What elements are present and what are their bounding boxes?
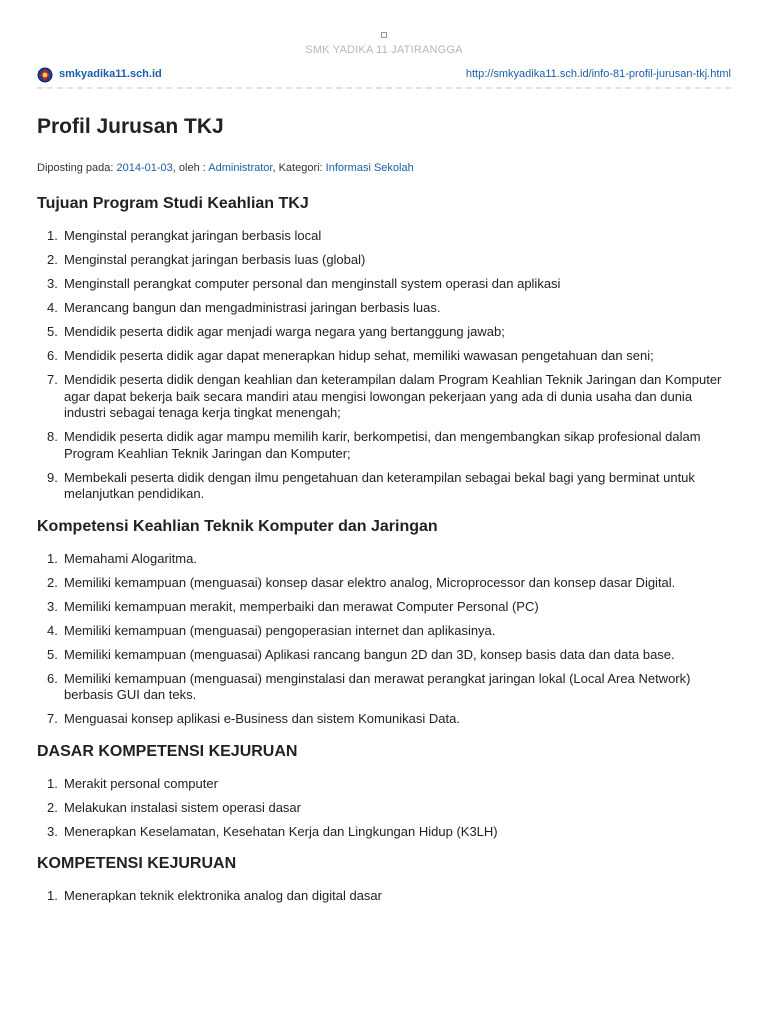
list-item-text: Menguasai konsep aplikasi e-Business dan sistem Komunikasi Data.: [64, 711, 460, 726]
list-item: [37, 647, 727, 664]
list-number: 4.: [47, 622, 58, 638]
list-item: [37, 470, 727, 503]
list-item: [37, 599, 727, 616]
list-item: [37, 800, 727, 817]
list-item: [37, 551, 727, 568]
list-number: 2.: [47, 799, 58, 815]
list-item-text: Menginstal perangkat jaringan berbasis luas (global): [64, 252, 366, 267]
list-item-text: Memiliki kemampuan (menguasai) menginstalasi dan merawat perangkat jaringan lokal (Local Area Network) berbasis GUI dan teks.: [64, 670, 691, 702]
site-domain-link[interactable]: smkyadika11.sch.id: [59, 68, 162, 80]
list-number: 9.: [47, 469, 58, 485]
numbered-list: [37, 888, 727, 905]
list-number: 2.: [47, 574, 58, 590]
list-item: [37, 888, 727, 905]
list-number: 1.: [47, 228, 58, 243]
list-number: 7.: [47, 372, 58, 387]
numbered-list: [37, 776, 727, 841]
section-heading: DASAR KOMPETENSI KEJURUAN: [37, 742, 298, 760]
list-item-text: Memiliki kemampuan (menguasai) Aplikasi rancang bangun 2D dan 3D, konsep basis data dan data base.: [64, 646, 675, 662]
list-item-text: Merancang bangun dan mengadministrasi jaringan berbasis luas.: [64, 300, 441, 315]
list-item: [37, 324, 727, 341]
list-item: [37, 228, 727, 245]
list-item: [37, 348, 727, 365]
list-item-text: Melakukan instalasi sistem operasi dasar: [64, 799, 301, 815]
list-item-text: Memahami Alogaritma.: [64, 550, 197, 566]
list-number: 7.: [47, 711, 58, 726]
list-item: [37, 711, 727, 728]
list-item-text: Mendidik peserta didik agar mampu memilih karir, berkompetisi, dan mengembangkan sikap profesional dalam Program Keahlian Teknik Jaringan dan Komputer;: [64, 429, 701, 461]
url-bar: [37, 66, 731, 88]
list-item: [37, 252, 727, 269]
list-number: 3.: [47, 598, 58, 614]
post-meta: [37, 162, 414, 174]
author-link[interactable]: Administrator: [208, 162, 273, 174]
list-item-text: Menginstall perangkat computer personal dan menginstall system operasi dan aplikasi: [64, 276, 561, 291]
list-item: [37, 300, 727, 317]
list-number: 4.: [47, 300, 58, 315]
list-number: 8.: [47, 429, 58, 444]
list-number: 3.: [47, 276, 58, 291]
list-item-text: Mendidik peserta didik agar menjadi warga negara yang bertanggung jawab;: [64, 324, 505, 339]
list-number: 3.: [47, 823, 58, 839]
list-number: 5.: [47, 646, 58, 662]
article-content: [37, 194, 727, 912]
numbered-list: [37, 551, 727, 728]
list-item-text: Menginstal perangkat jaringan berbasis local: [64, 228, 322, 243]
list-number: 5.: [47, 324, 58, 339]
list-item-text: Memiliki kemampuan merakit, memperbaiki dan merawat Computer Personal (PC): [64, 598, 539, 614]
posted-label: Diposting pada:: [37, 162, 117, 174]
site-header: SMK YADIKA 11 JATIRANGGA: [305, 44, 463, 56]
list-number: 6.: [47, 348, 58, 363]
list-item-text: Menerapkan teknik elektronika analog dan digital dasar: [64, 888, 382, 903]
section-kompetensi-kejuruan: [37, 854, 727, 905]
section-kompetensi-keahlian: [37, 517, 727, 728]
list-item: [37, 575, 727, 592]
category-link[interactable]: Informasi Sekolah: [325, 162, 414, 174]
list-item: [37, 372, 727, 422]
section-heading: Kompetensi Keahlian Teknik Komputer dan Jaringan: [37, 517, 438, 535]
list-item-text: Memiliki kemampuan (menguasai) pengoperasian internet dan aplikasinya.: [64, 622, 496, 638]
list-item: [37, 276, 727, 293]
list-item: [37, 776, 727, 793]
list-number: 1.: [47, 888, 58, 903]
list-number: 2.: [47, 252, 58, 267]
square-marker-icon: [381, 32, 387, 38]
page-url-link[interactable]: http://smkyadika11.sch.id/info-81-profil-jurusan-tkj.html: [465, 68, 731, 80]
list-item-text: Mendidik peserta didik agar dapat menerapkan hidup sehat, memiliki wawasan pengetahuan dan seni;: [64, 348, 654, 363]
list-item: [37, 824, 727, 841]
section-tujuan: [37, 194, 727, 503]
post-date-link[interactable]: 2014-01-03: [116, 162, 173, 174]
page-title: Profil Jurusan TKJ: [37, 115, 224, 138]
list-item: [37, 671, 727, 704]
list-item-text: Membekali peserta didik dengan ilmu pengetahuan dan keterampilan sebagai bekal bagi yang berminat untuk melanjutkan pendidikan.: [64, 469, 695, 501]
list-item-text: Menerapkan Keselamatan, Kesehatan Kerja dan Lingkungan Hidup (K3LH): [64, 823, 498, 839]
category-label: , Kategori:: [272, 162, 326, 174]
dashed-divider: [37, 87, 731, 89]
list-item: [37, 429, 727, 462]
section-heading: KOMPETENSI KEJURUAN: [37, 855, 237, 872]
list-item-text: Merakit personal computer: [64, 775, 218, 791]
list-number: 1.: [47, 550, 58, 566]
section-dasar-kompetensi: [37, 742, 727, 841]
list-item: [37, 623, 727, 640]
list-item-text: Mendidik peserta didik dengan keahlian dan keterampilan dalam Program Keahlian Teknik Jaringan dan Komputer agar dapat bekerja baik secara mandiri atau mengisi lowongan pekerjaan yang ada di dunia usaha dan dunia industri sebagai tenaga kerja tingkat menengah;: [64, 372, 722, 420]
numbered-list: [37, 228, 727, 503]
list-item-text: Memiliki kemampuan (menguasai) konsep dasar elektro analog, Microprocessor dan konsep dasar Digital.: [64, 574, 676, 590]
school-emblem-icon: [37, 67, 53, 83]
list-number: 1.: [47, 775, 58, 791]
section-heading: Tujuan Program Studi Keahlian TKJ: [37, 195, 309, 212]
list-number: 6.: [47, 670, 58, 686]
author-label: , oleh :: [172, 162, 209, 174]
